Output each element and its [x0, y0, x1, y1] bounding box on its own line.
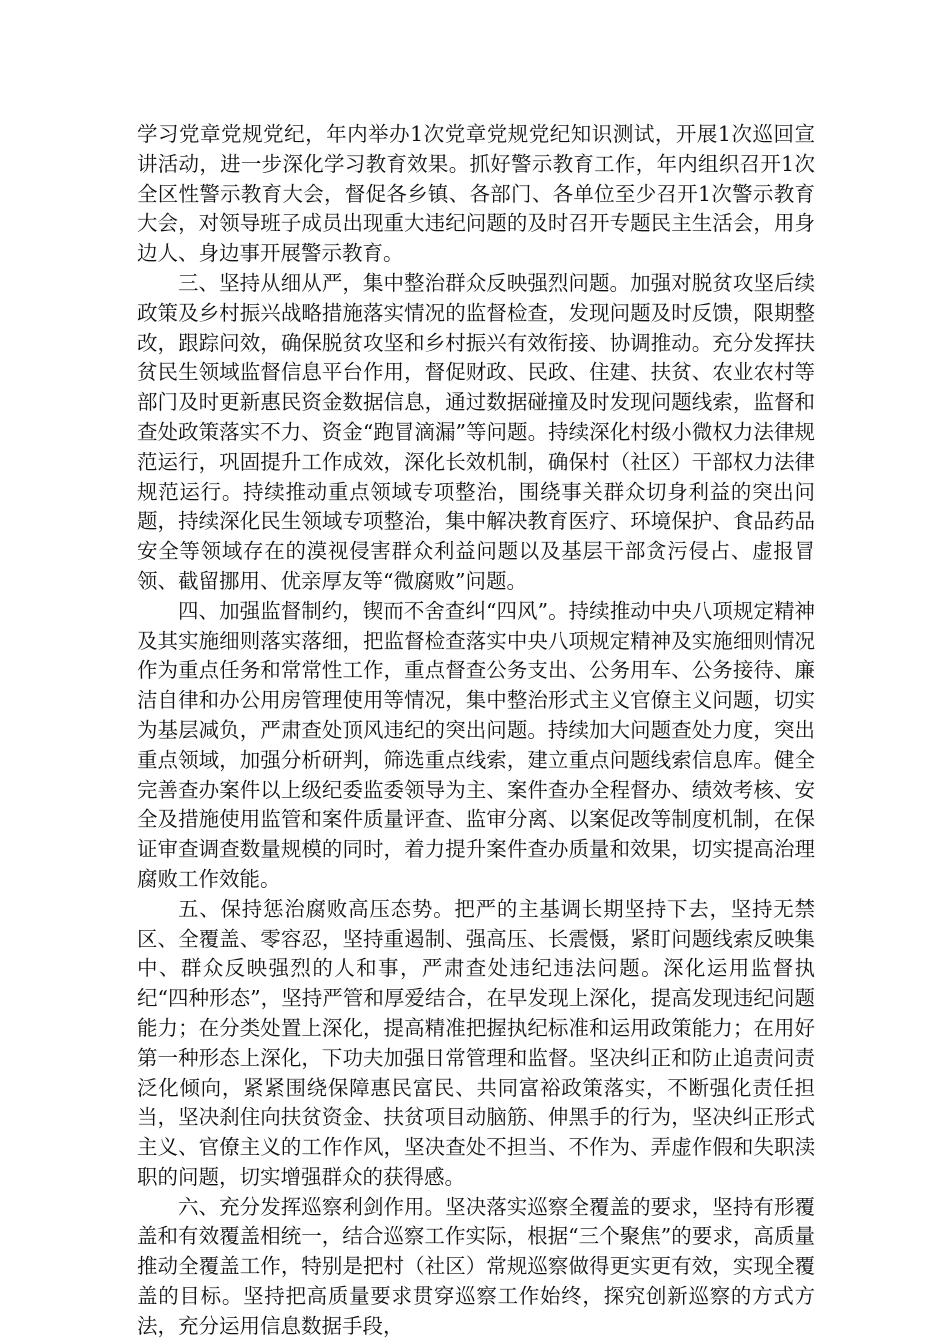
paragraph-section-3: 三、坚持从细从严，集中整治群众反映强烈问题。加强对脱贫攻坚后续政策及乡村振兴战略措施落实情况的监督检查，发现问题及时反馈，限期整改，跟踪问效，确保脱贫攻坚和乡村振兴有效衔接、协调推动。充分发挥扶贫民生领域监督信息平台作用，督促财政、民政、住建、扶贫、农业农村等部门及时更新惠民资金数据信息，通过数据碰撞及时发现问题线索，监督和查处政策落实不力、资金“跑冒滴漏”等问题。持续深化村级小微权力法律规范运行，巩固提升工作成效，深化长效机制，确保村（社区）干部权力法律规范运行。持续推动重点领域专项整治，围绕事关群众切身利益的突出问题，持续深化民生领域专项整治，集中解决教育医疗、环境保护、食品药品安全等领域存在的漠视侵害群众利益问题以及基层干部贪污侵占、虚报冒领、截留挪用、优亲厚友等“微腐败”问题。: [137, 270, 815, 593]
paragraph-section-4: 四、加强监督制约，锲而不舍查纠“四风”。持续推动中央八项规定精神及其实施细则落实落细，把监督检查落实中央八项规定精神及实施细则情况作为重点任务和常常性工作，重点督查公务支出、公务用车、公务接待、廉洁自律和办公用房管理使用等情况，集中整治形式主义官僚主义问题，切实为基层减负，严肃查处顶风违纪的突出问题。持续加大问题查处力度，突出重点领域，加强分析研判，筛选重点线索，建立重点问题线索信息库。健全完善查办案件以上级纪委监委领导为主、案件查办全程督办、绩效考核、安全及措施使用监管和案件质量评查、监审分离、以案促改等制度机制，在保证审查调查数量规模的同时，着力提升案件查办质量和效果，切实提高治理腐败工作效能。: [137, 598, 815, 891]
paragraph-continuation: 学习党章党规党纪，年内举办1次党章党规党纪知识测试，开展1次巡回宣讲活动，进一步深化学习教育效果。抓好警示教育工作，年内组织召开1次全区性警示教育大会，督促各乡镇、各部门、各单位至少召开1次警示教育大会，对领导班子成员出现重大违纪问题的及时召开专题民主生活会，用身边人、身边事开展警示教育。: [137, 122, 815, 266]
paragraph-section-6: 六、充分发挥巡察利剑作用。坚决落实巡察全覆盖的要求，坚持有形覆盖和有效覆盖相统一，结合巡察工作实际，根据“三个聚焦”的要求，高质量推动全覆盖工作，特别是把村（社区）常规巡察做得更实更有效，实现全覆盖的目标。坚持把高质量要求贯穿巡察工作始终，探究创新巡察的方式方法，充分运用信息数据手段，: [137, 1194, 815, 1338]
paragraph-section-5: 五、保持惩治腐败高压态势。把严的主基调长期坚持下去，坚持无禁区、全覆盖、零容忍，坚持重遏制、强高压、长震慑，紧盯问题线索反映集中、群众反映强烈的人和事，严肃查处违纪违法问题。深化运用监督执纪“四种形态”，坚持严管和厚爱结合，在早发现上深化，提高发现违纪问题能力；在分类处置上深化，提高精准把握执纪标准和运用政策能力；在用好第一种形态上深化，下功夫加强日常管理和监督。坚决纠正和防止追责问责泛化倾向，紧紧围绕保障惠民富民、共同富裕政策落实，不断强化责任担当，坚决刹住向扶贫资金、扶贫项目动脑筋、伸黑手的行为，坚决纠正形式主义、官僚主义的工作作风，坚决查处不担当、不作为、弄虚作假和失职渎职的问题，切实增强群众的获得感。: [137, 896, 815, 1189]
document-body: [137, 120, 815, 1342]
